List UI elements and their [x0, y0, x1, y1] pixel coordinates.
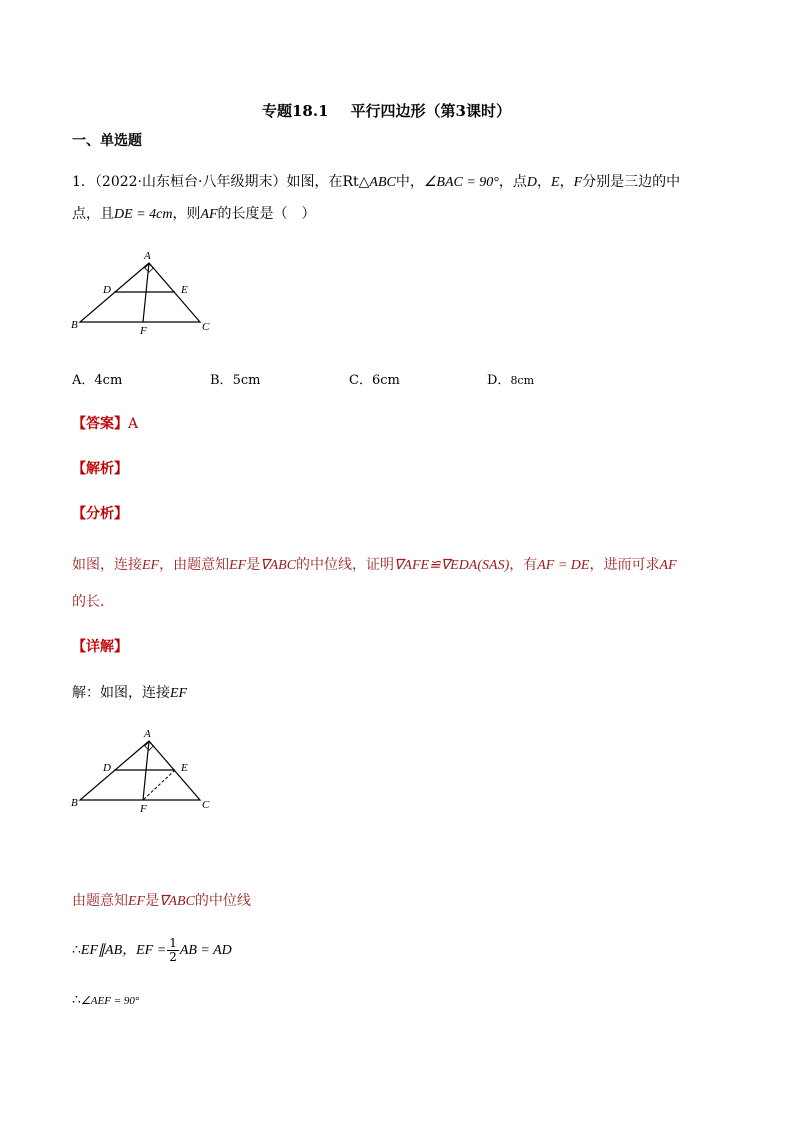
question-line-1: 1．（2022·山东桓台·八年级期末）如图，在Rt△ABC中，∠BAC = 90°，点D，E，F分别是三边的中 — [72, 174, 681, 190]
analysis-tag: 【解析】 — [72, 461, 128, 477]
detail-line: 解：如图，连接EF — [72, 685, 188, 701]
label-a: A — [144, 728, 151, 740]
analysis-line-1: 如图，连接EF，由题意知EF是∇ABC的中位线，证明∇AFE≌∇EDA(SAS)，有AF = DE，进而可求AF — [72, 557, 677, 573]
detail-tag: 【详解】 — [72, 639, 128, 655]
option-d[interactable]: D．8cm — [487, 373, 535, 388]
fenxi-tag: 【分析】 — [72, 506, 128, 522]
section-heading: 一、单选题 — [72, 133, 142, 149]
label-b: B — [71, 797, 78, 809]
triangle-figure-2 — [66, 724, 216, 816]
triangle-figure-1 — [66, 246, 216, 338]
label-a: A — [144, 250, 151, 262]
step-3: ∴∠AEF = 90° — [72, 992, 140, 1008]
question-line-2: 点，且DE = 4cm，则AF的长度是（ ） — [72, 206, 316, 222]
step-2: ∴EF∥AB，EF = $\frac{1}{2}$ AB = AD — [72, 935, 232, 964]
label-b: B — [71, 319, 78, 331]
label-d: D — [103, 284, 111, 296]
label-f: F — [140, 803, 147, 815]
option-b[interactable]: B．5cm — [210, 373, 261, 388]
option-a[interactable]: A．4cm — [72, 373, 123, 388]
fraction-one-half: $\frac{1}{2}$ — [169, 935, 177, 964]
label-f: F — [140, 325, 147, 337]
label-c: C — [202, 321, 210, 333]
step-1: 由题意知EF是∇ABC的中位线 — [72, 893, 251, 909]
label-c: C — [202, 799, 210, 811]
segment-ef-dashed — [143, 770, 175, 800]
label-e: E — [181, 284, 188, 296]
label-d: D — [103, 762, 111, 774]
page-title: 专题18.1 平行四边形（第3课时） — [262, 102, 511, 120]
option-c[interactable]: C．6cm — [349, 373, 400, 388]
label-e: E — [181, 762, 188, 774]
analysis-line-2: 的长． — [72, 594, 114, 610]
answer-tag: 【答案】A — [72, 416, 139, 432]
